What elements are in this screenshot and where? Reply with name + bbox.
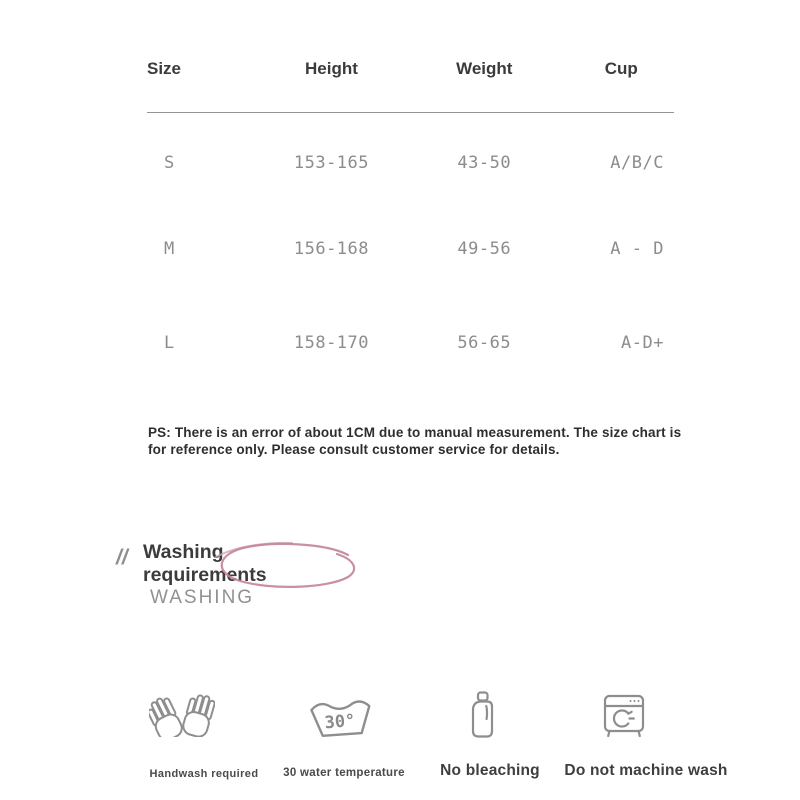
no-bleach-label: No bleaching bbox=[440, 762, 540, 779]
handwash-label: Handwash required bbox=[149, 768, 259, 780]
column-header-height: Height bbox=[305, 59, 358, 78]
height-cell: 158-170 bbox=[293, 333, 370, 353]
no-machine-wash-icon bbox=[603, 694, 645, 738]
table-row bbox=[147, 331, 674, 355]
height-cell: 153-165 bbox=[293, 153, 370, 173]
weight-cell: 49-56 bbox=[457, 239, 512, 259]
size-cell: L bbox=[164, 333, 175, 353]
size-cell: M bbox=[164, 239, 175, 259]
handwash-icon bbox=[149, 691, 215, 737]
column-header-cup: Cup bbox=[604, 59, 638, 78]
table-row bbox=[147, 237, 674, 261]
height-cell: 156-168 bbox=[293, 239, 370, 259]
washing-section-subtitle: WASHING bbox=[150, 587, 255, 608]
water-temperature-icon bbox=[309, 696, 373, 738]
cup-cell: A/B/C bbox=[610, 153, 664, 173]
weight-cell: 56-65 bbox=[457, 333, 512, 353]
heading-slashes: // bbox=[116, 546, 128, 569]
measurement-note: PS: There is an error of about 1CM due to manual measurement. The size chart is for reference only. Please consult customer service for details. bbox=[148, 424, 682, 457]
column-header-size: Size bbox=[147, 59, 182, 78]
water-temp-label: 30 water temperature bbox=[283, 767, 405, 779]
no-machine-wash-label: Do not machine wash bbox=[564, 762, 728, 779]
column-header-weight: Weight bbox=[456, 59, 513, 78]
temperature-text: 30° bbox=[323, 710, 357, 734]
washing-section-title: Washing requirements bbox=[143, 541, 267, 586]
table-header-divider bbox=[147, 112, 674, 113]
cup-cell: A-D+ bbox=[621, 333, 664, 353]
size-table-header-row bbox=[147, 57, 674, 81]
table-row bbox=[147, 151, 674, 175]
cup-cell: A - D bbox=[610, 239, 664, 259]
size-cell: S bbox=[164, 153, 175, 173]
weight-cell: 43-50 bbox=[457, 153, 512, 173]
no-bleach-icon bbox=[464, 690, 500, 740]
